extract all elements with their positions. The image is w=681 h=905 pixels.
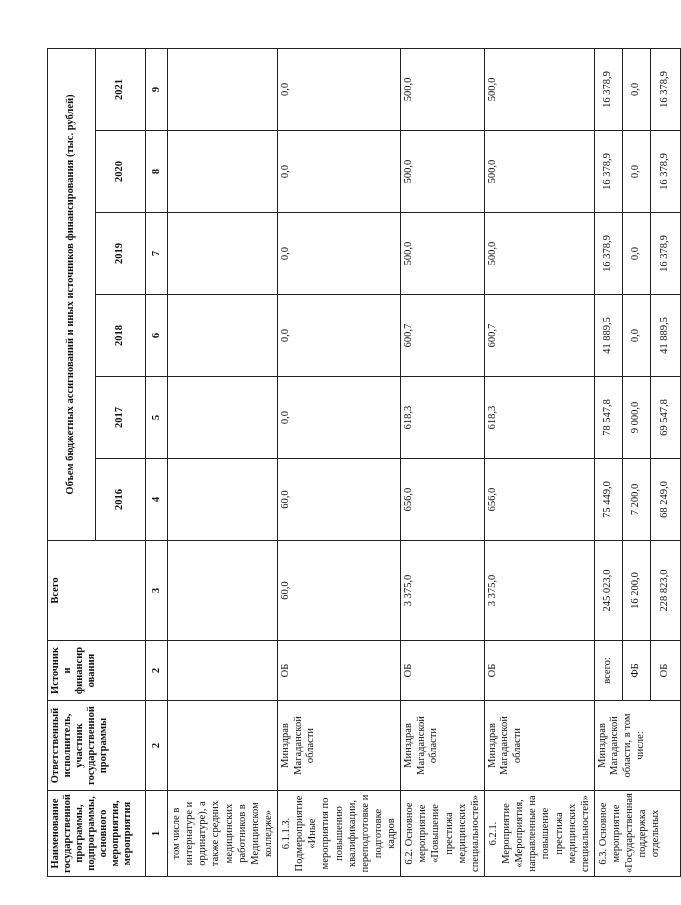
row-value — [168, 295, 278, 377]
rotated-table-container — [47, 49, 671, 877]
funding-table — [47, 48, 681, 877]
row-executor: Минздрав Магаданской области, в том числе: — [594, 701, 680, 791]
row-value: 618,3 — [401, 377, 485, 459]
row-value: 0,0 — [278, 48, 401, 130]
header-funding: Объем бюджетных ассигнований и иных источников финансирования (тыс. рублей) — [48, 48, 96, 540]
row-value: 16 378,9 — [594, 213, 622, 295]
row-total: 60,0 — [278, 541, 401, 641]
row-value: 0,0 — [622, 213, 650, 295]
table-row — [594, 48, 622, 876]
row-value: 0,0 — [622, 48, 650, 130]
row-value: 0,0 — [278, 377, 401, 459]
row-value — [168, 377, 278, 459]
row-value: 0,0 — [278, 295, 401, 377]
row-value: 75 449,0 — [594, 459, 622, 541]
row-value: 0,0 — [622, 295, 650, 377]
row-value: 7 200,0 — [622, 459, 650, 541]
header-row-1 — [48, 48, 96, 876]
row-value: 16 378,9 — [650, 213, 680, 295]
table-row — [278, 48, 401, 876]
header-source: Источник и финансир ования — [48, 641, 146, 701]
row-value: 0,0 — [622, 131, 650, 213]
column-number: 4 — [146, 459, 168, 541]
row-executor: Минздрав Магаданской области — [401, 701, 485, 791]
row-value: 600,7 — [401, 295, 485, 377]
column-number: 5 — [146, 377, 168, 459]
header-year: 2018 — [96, 295, 146, 377]
header-year: 2017 — [96, 377, 146, 459]
row-executor: Минздрав Магаданской области — [484, 701, 594, 791]
row-value: 500,0 — [401, 131, 485, 213]
row-value: 41 889,5 — [650, 295, 680, 377]
row-value: 78 547,8 — [594, 377, 622, 459]
row-value: 16 378,9 — [650, 131, 680, 213]
header-year: 2019 — [96, 213, 146, 295]
row-total: 3 375,0 — [401, 541, 485, 641]
header-executor: Ответственный исполнитель, участник государственной программы — [48, 701, 146, 791]
row-value: 656,0 — [401, 459, 485, 541]
row-value: 41 889,5 — [594, 295, 622, 377]
row-name: 6.3. Основное мероприятие «Государственная поддержка отдельных — [594, 791, 680, 877]
row-value: 0,0 — [278, 213, 401, 295]
row-value — [168, 213, 278, 295]
row-value: 60,0 — [278, 459, 401, 541]
row-source: ОБ — [484, 641, 594, 701]
row-value: 16 378,9 — [594, 48, 622, 130]
row-value: 16 378,9 — [594, 131, 622, 213]
row-value — [168, 48, 278, 130]
row-value: 69 547,8 — [650, 377, 680, 459]
column-number: 3 — [146, 541, 168, 641]
row-source: ОБ — [278, 641, 401, 701]
row-value: 618,3 — [484, 377, 594, 459]
column-number: 7 — [146, 213, 168, 295]
row-value: 500,0 — [484, 213, 594, 295]
column-number: 2 — [146, 641, 168, 701]
row-name: 6.2.1. Мероприятие «Мероприятия, направленные на повышение престижа медицинских специальностей» — [484, 791, 594, 877]
row-value: 68 249,0 — [650, 459, 680, 541]
row-source: ОБ — [401, 641, 485, 701]
header-total: Всего — [48, 541, 146, 641]
row-source: ФБ — [622, 641, 650, 701]
row-name: 6.1.1.3. Подмероприятие «Иные мероприятия по повышению квалификации, переподготовке и подготовке кадров — [278, 791, 401, 877]
header-year: 2021 — [96, 48, 146, 130]
row-executor — [168, 701, 278, 791]
row-value: 0,0 — [278, 131, 401, 213]
row-source: всего: — [594, 641, 622, 701]
column-number: 9 — [146, 48, 168, 130]
row-value: 16 378,9 — [650, 48, 680, 130]
row-total: 245 023,0 — [594, 541, 622, 641]
row-name: 6.2. Основное мероприятие «Повышение престижа медицинских специальностей» — [401, 791, 485, 877]
table-row — [484, 48, 594, 876]
row-total: 228 823,0 — [650, 541, 680, 641]
row-value: 500,0 — [484, 48, 594, 130]
table-row — [168, 48, 278, 876]
column-number: 2 — [146, 701, 168, 791]
row-total — [168, 541, 278, 641]
row-source — [168, 641, 278, 701]
row-value: 656,0 — [484, 459, 594, 541]
row-value — [168, 131, 278, 213]
column-number: 1 — [146, 791, 168, 877]
row-value — [168, 459, 278, 541]
row-executor: Минздрав Магаданской области — [278, 701, 401, 791]
column-number: 6 — [146, 295, 168, 377]
row-value: 9 000,0 — [622, 377, 650, 459]
row-value: 500,0 — [401, 213, 485, 295]
column-number-row — [146, 48, 168, 876]
header-year: 2020 — [96, 131, 146, 213]
row-value: 500,0 — [401, 48, 485, 130]
row-name: том числе в интернатуре и ординатуре), а также средних медицинских работников в Медицинском колледже» — [168, 791, 278, 877]
row-source: ОБ — [650, 641, 680, 701]
header-year: 2016 — [96, 459, 146, 541]
table-row — [401, 48, 485, 876]
row-value: 500,0 — [484, 131, 594, 213]
column-number: 8 — [146, 131, 168, 213]
row-total: 3 375,0 — [484, 541, 594, 641]
row-value: 600,7 — [484, 295, 594, 377]
header-name: Наименование государственной программы, подпрограммы, основного мероприятия, мероприятия — [48, 791, 146, 877]
row-total: 16 200,0 — [622, 541, 650, 641]
